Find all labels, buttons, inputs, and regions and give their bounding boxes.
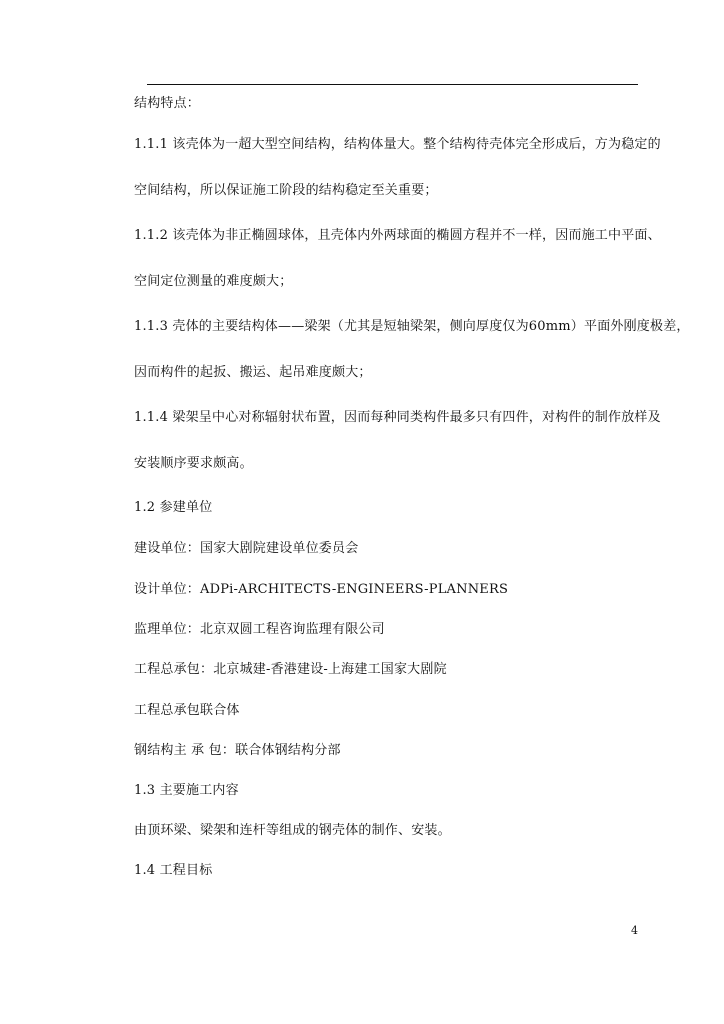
paragraph-1-1-4-line-1: 1.1.4 梁架呈中心对称辐射状布置，因而每种同类构件最多只有四件，对构件的制作放样及 xyxy=(134,410,661,425)
owner-unit-line: 建设单位：国家大剧院建设单位委员会 xyxy=(134,541,359,556)
general-contractor-line: 工程总承包：北京城建-香港建设-上海建工国家大剧院 xyxy=(134,662,447,677)
design-unit-line: 设计单位：ADPi-ARCHITECTS-ENGINEERS-PLANNERS xyxy=(134,582,509,597)
section-heading-1-4: 1.4 工程目标 xyxy=(134,863,213,878)
construction-content-line: 由顶环梁、梁架和连杆等组成的钢壳体的制作、安装。 xyxy=(134,823,451,838)
paragraph-1-1-1-line-2: 空间结构，所以保证施工阶段的结构稳定至关重要； xyxy=(134,183,438,198)
paragraph-1-1-2-line-2: 空间定位测量的难度颇大； xyxy=(134,274,293,289)
paragraph-1-1-1-line-1: 1.1.1 该壳体为一超大型空间结构，结构体量大。整个结构待壳体完全形成后，方为稳定的 xyxy=(134,137,661,152)
section-heading-structure-features: 结构特点： xyxy=(134,96,201,111)
page-number: 4 xyxy=(631,924,638,937)
steel-main-contractor-line: 钢结构主 承 包：联合体钢结构分部 xyxy=(134,743,341,758)
supervision-unit-line: 监理单位：北京双圆工程咨询监理有限公司 xyxy=(134,622,385,637)
section-heading-1-3: 1.3 主要施工内容 xyxy=(134,783,239,798)
paragraph-1-1-4-line-2: 安装顺序要求颇高。 xyxy=(134,456,253,471)
paragraph-1-1-3-line-1: 1.1.3 壳体的主要结构体——梁架（尤其是短轴梁架，侧向厚度仅为60mm）平面外刚度极差， xyxy=(134,319,690,334)
section-heading-1-2: 1.2 参建单位 xyxy=(134,500,213,515)
general-contractor-consortium-line: 工程总承包联合体 xyxy=(134,703,240,718)
paragraph-1-1-2-line-1: 1.1.2 该壳体为非正椭圆球体，且壳体内外两球面的椭圆方程并不一样，因而施工中平面、 xyxy=(134,228,661,243)
paragraph-1-1-3-line-2: 因而构件的起扳、搬运、起吊难度颇大； xyxy=(134,365,372,380)
header-rule xyxy=(147,84,638,85)
